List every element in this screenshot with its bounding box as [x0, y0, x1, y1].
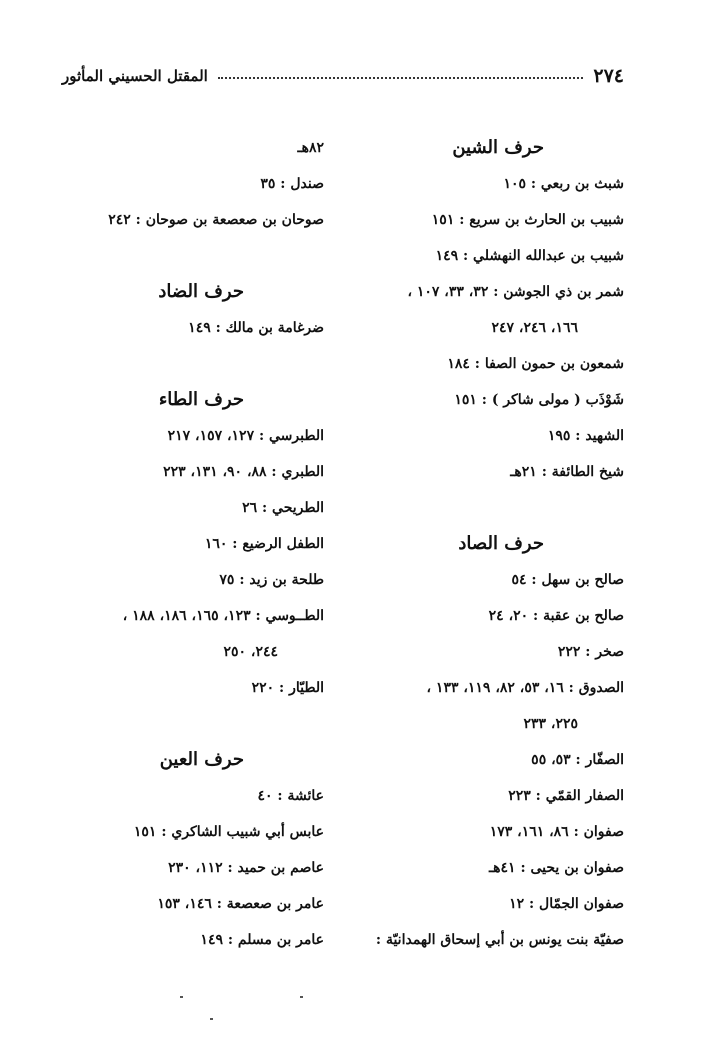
- index-entry: الطيّار : ٢٢٠: [251, 680, 324, 696]
- section-heading: حرف الشين: [452, 137, 544, 158]
- index-entry: صفوان الجمّال : ١٢: [509, 896, 624, 912]
- footer-mark: [180, 996, 183, 998]
- index-entry: ٨٢هـ: [297, 140, 324, 156]
- right-column: [360, 130, 624, 958]
- index-entry-continuation: ١٦٦، ٢٤٦، ٢٤٧: [491, 320, 578, 336]
- index-entry: شيخ الطائفة : ٢١هـ: [510, 464, 624, 480]
- index-entry: شمعون بن حمون الصفا : ١٨٤: [447, 356, 624, 372]
- index-entry: الطبري : ٨٨، ٩٠، ١٣١، ٢٢٣: [163, 464, 324, 480]
- index-entry-continuation: ٢٢٥، ٢٣٣: [523, 716, 578, 732]
- page-number: ٢٧٤: [593, 65, 624, 87]
- index-entry: طلحة بن زيد : ٧٥: [219, 572, 324, 588]
- section-gap: [62, 346, 324, 382]
- section-gap: [62, 706, 324, 742]
- index-entry: الطفل الرضيع : ١٦٠: [204, 536, 324, 552]
- section-heading: حرف الضاد: [158, 281, 244, 302]
- index-entry: شمر بن ذي الجوشن : ٣٢، ٣٣، ١٠٧ ،: [407, 284, 624, 300]
- index-entry: صخر : ٢٢٢: [557, 644, 624, 660]
- index-entry: ضرغامة بن مالك : ١٤٩: [188, 320, 324, 336]
- index-entry: عائشة : ٤٠: [257, 788, 324, 804]
- section-heading: حرف الصاد: [458, 533, 544, 554]
- index-entry: شبيب بن الحارث بن سريع : ١٥١: [431, 212, 624, 228]
- index-entry: عامر بن مسلم : ١٤٩: [200, 932, 324, 948]
- index-entry: عامر بن صعصعة : ١٤٦، ١٥٣: [157, 896, 324, 912]
- index-entry: صفوان : ٨٦، ١٦١، ١٧٣: [489, 824, 624, 840]
- index-entry: شَوْذَب ( مولى شاكر ) : ١٥١: [454, 392, 624, 408]
- index-entry: الشهيد : ١٩٥: [547, 428, 624, 444]
- footer-mark: [300, 996, 303, 998]
- index-entry-continuation: ٢٤٤، ٢٥٠: [223, 644, 278, 660]
- section-heading: حرف الطاء: [158, 389, 244, 410]
- index-entry: الصفّار : ٥٣، ٥٥: [531, 752, 624, 768]
- footer-mark: [210, 1018, 213, 1020]
- left-column: [62, 130, 324, 958]
- index-entry: صوحان بن صعصعة بن صوحان : ٢٤٢: [108, 212, 324, 228]
- index-entry: شبث بن ربعي : ١٠٥: [503, 176, 624, 192]
- index-entry: الطــوسي : ١٢٣، ١٦٥، ١٨٦، ١٨٨ ،: [122, 608, 324, 624]
- index-entry: صفوان بن يحيى : ٤١هـ: [489, 860, 624, 876]
- index-entry: صندل : ٣٥: [260, 176, 324, 192]
- index-entry: الصفار القمّي : ٢٢٣: [508, 788, 624, 804]
- index-entry: الطريحي : ٢٦: [242, 500, 324, 516]
- index-entry: صالح بن عقبة : ٢٠، ٢٤: [488, 608, 624, 624]
- running-title: المقتل الحسيني المأثور: [62, 67, 208, 85]
- section-heading: حرف العين: [159, 749, 244, 770]
- section-gap: [360, 490, 624, 526]
- index-entry: الطبرسي : ١٢٧، ١٥٧، ٢١٧: [167, 428, 324, 444]
- section-gap: [62, 238, 324, 274]
- index-entry: الصدوق : ١٦، ٥٣، ٨٢، ١١٩، ١٣٣ ،: [426, 680, 624, 696]
- index-entry: صالح بن سهل : ٥٤: [511, 572, 624, 588]
- page-header: [62, 62, 624, 90]
- index-entry: عابس أبي شبيب الشاكري : ١٥١: [133, 824, 324, 840]
- leader-dots: [218, 73, 584, 79]
- index-entry: صفيّة بنت يونس بن أبي إسحاق الهمدانيّة :: [375, 932, 624, 948]
- index-entry: عاصم بن حميد : ١١٢، ٢٣٠: [168, 860, 324, 876]
- index-entry: شبيب بن عبدالله النهشلي : ١٤٩: [435, 248, 624, 264]
